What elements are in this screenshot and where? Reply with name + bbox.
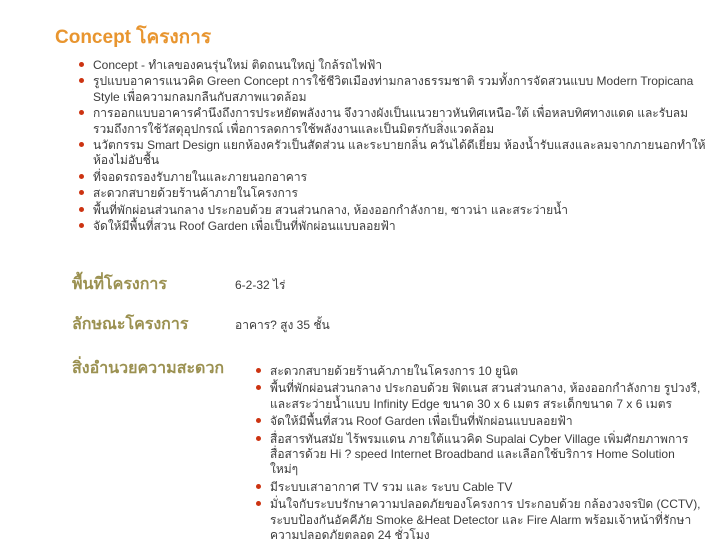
list-item <box>255 364 702 379</box>
list-item-text: จัดให้มีพื้นที่สวน Roof Garden เพื่อเป็นที่พักผ่อนแบบลอยฟ้า <box>270 414 573 429</box>
list-item <box>78 186 712 201</box>
bullet-icon <box>79 142 84 147</box>
spec-label-project-area: พื้นที่โครงการ <box>72 276 167 293</box>
bullet-icon <box>79 207 84 212</box>
list-item-text: การออกแบบอาคารคำนึงถึงการประหยัดพลังงาน จึงวางผังเป็นแนวยาวหันทิศเหนือ-ใต้ เพื่อหลบทิศทางแดด และรับลม รวมถึงการใช้วัสดุอุปกรณ์ เพื่อการลดการใช้พลังงานและเป็นมิตรกับสิ่งแวดล้อม <box>93 106 689 136</box>
list-item <box>78 74 712 105</box>
bullet-icon <box>79 174 84 179</box>
bullet-icon <box>256 385 261 390</box>
list-item-text: Concept - ทำเลของคนรุ่นใหม่ ติดถนนใหญ่ ใกล้รถไฟฟ้า <box>93 58 383 72</box>
bullet-icon <box>79 78 84 83</box>
bullet-icon <box>256 501 261 506</box>
list-item-text: พื้นที่พักผ่อนส่วนกลาง ประกอบด้วย ฟิตเนส สวนส่วนกลาง, ห้องออกกำลังกาย รูปวงรี, และสระว่ายน้ำแบบ Infinity Edge ขนาด 30 x 6 เมตร สระเด็กขนาด 7 x 6 เมตร <box>270 381 701 411</box>
list-item-text: ที่จอดรถรองรับภายในและภายนอกอาคาร <box>93 169 308 184</box>
list-item <box>255 497 702 543</box>
concept-bullet-list <box>78 58 712 235</box>
list-item <box>78 106 712 137</box>
list-item-text: รูปแบบอาคารแนวคิด Green Concept การใช้ชีวิตเมืองท่ามกลางธรรมชาติ รวมทั้งการจัดสวนแบบ Modern Tropicana Style เพื่อความกลมกลืนกับสภาพแวดล้อม <box>93 74 694 104</box>
list-item-text: มีระบบเสาอากาศ TV รวม และ ระบบ Cable TV <box>270 479 513 494</box>
list-item <box>78 170 712 185</box>
bullet-icon <box>79 110 84 115</box>
list-item-text: จัดให้มีพื้นที่สวน Roof Garden เพื่อเป็นที่พักผ่อนแบบลอยฟ้า <box>93 219 396 234</box>
list-item <box>255 381 702 412</box>
bullet-icon <box>256 484 261 489</box>
spec-label-facilities: สิ่งอำนวยความสะดวก <box>72 360 225 377</box>
list-item <box>78 219 712 234</box>
bullet-icon <box>79 62 84 67</box>
list-item-text: พื้นที่พักผ่อนส่วนกลาง ประกอบด้วย สวนส่วนกลาง, ห้องออกกำลังกาย, ซาวน่า และสระว่ายน้ำ <box>93 202 569 217</box>
list-item-text: สะดวกสบายด้วยร้านค้าภายในโครงการ 10 ยูนิต <box>270 364 519 378</box>
bullet-icon <box>256 368 261 373</box>
list-item <box>78 138 712 169</box>
bullet-icon <box>256 436 261 441</box>
list-item-text: มั่นใจกับระบบรักษาความปลอดภัยของโครงการ ประกอบด้วย กล้องวงจรปิด (CCTV), ระบบป้องกันอัคคีภัย Smoke &Heat Detector และ Fire Alarm พร้อมเจ้าหน้าที่รักษาความปลอดภัยตลอด 24 ชั่วโมง <box>270 497 701 543</box>
facilities-bullet-list <box>255 364 702 545</box>
list-item-text: สื่อสารทันสมัย ไร้พรมแดน ภายใต้แนวคิด Supalai Cyber Village เพิ่มศักยภาพการสื่อสารด้วย Hi ? speed Internet Broadband และเลือกใช้บริการ Home Solution ใหม่ๆ <box>270 431 689 477</box>
bullet-icon <box>79 190 84 195</box>
list-item <box>255 480 702 495</box>
bullet-icon <box>256 418 261 423</box>
bullet-icon <box>79 223 84 228</box>
list-item <box>78 203 712 218</box>
spec-value-project-type: อาคาร? สูง 35 ชั้น <box>235 318 330 332</box>
list-item <box>255 414 702 429</box>
list-item-text: นวัตกรรม Smart Design แยกห้องครัวเป็นสัดส่วน และระบายกลิ่น ควันได้ดีเยี่ยม ห้องน้ำรับแสงและลมจากภายนอกทำให้ห้องไม่อับชื้น <box>93 138 706 168</box>
list-item <box>78 58 712 73</box>
list-item-text: สะดวกสบายด้วยร้านค้าภายในโครงการ <box>93 186 298 201</box>
page-title: Concept โครงการ <box>55 26 212 48</box>
list-item <box>255 432 702 478</box>
spec-value-project-area: 6-2-32 ไร่ <box>235 278 286 292</box>
spec-label-project-type: ลักษณะโครงการ <box>72 316 189 333</box>
